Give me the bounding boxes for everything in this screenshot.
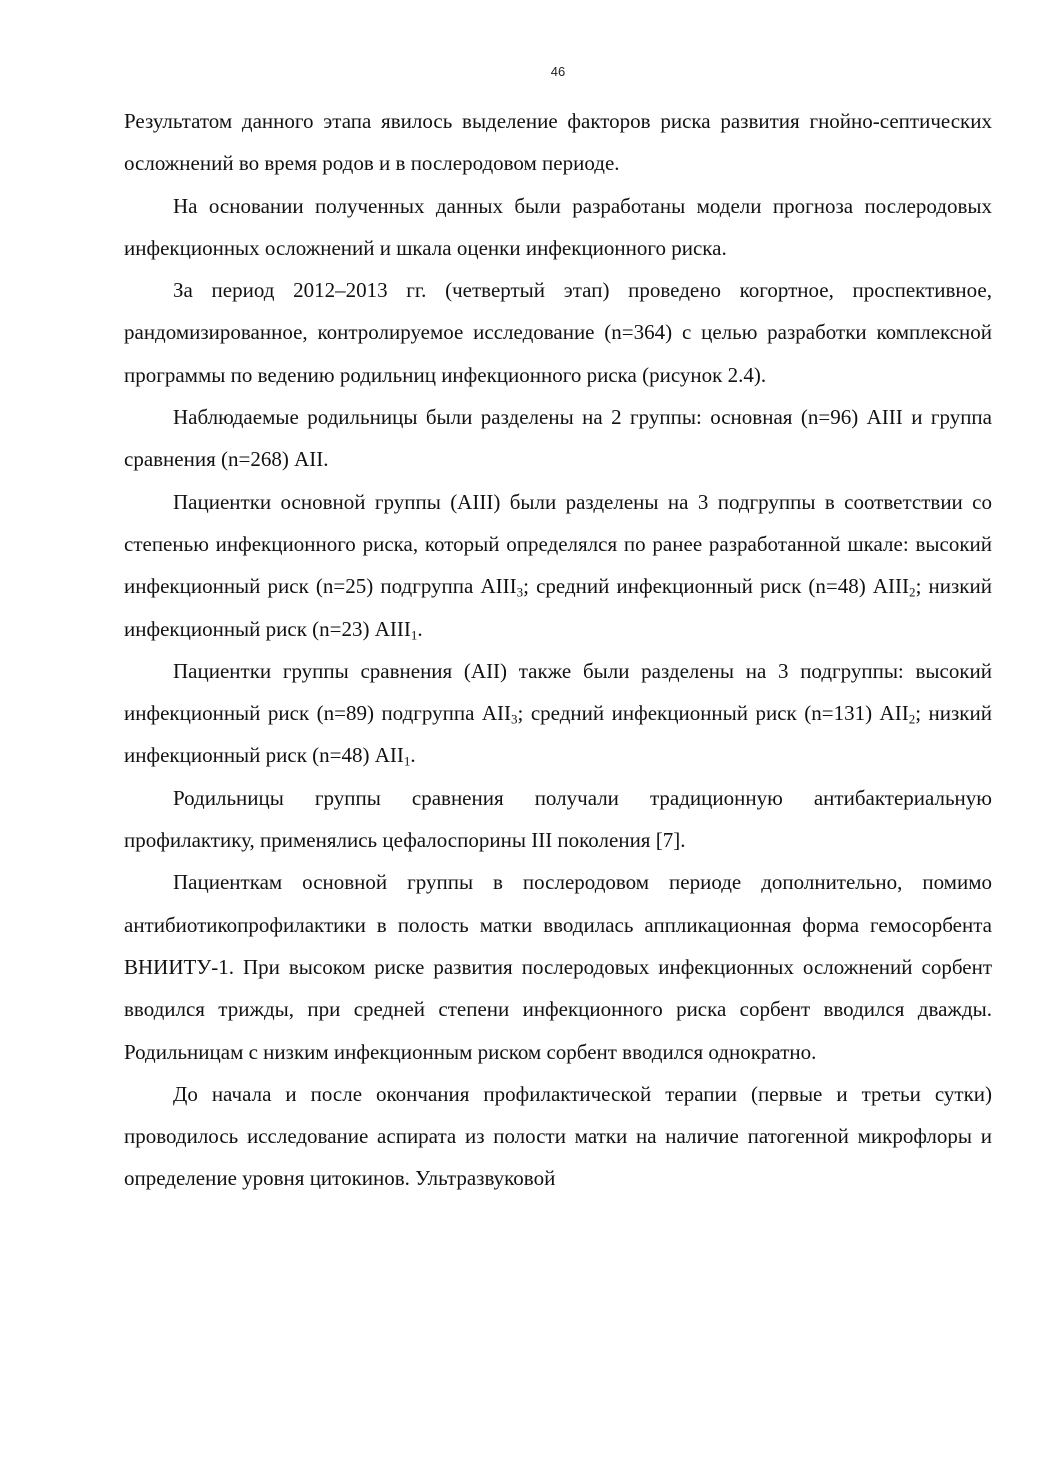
page-number: 46 — [550, 64, 566, 79]
paragraph-fourth-stage: За период 2012–2013 гг. (четвертый этап) проведено когортное, проспективное, рандомизированное, контролируемое исследование (n=364) с целью разработки комплексной программы по ведению родильниц инфекционного риска (рисунок 2.4). — [124, 278, 992, 387]
subscript: 1 — [410, 626, 418, 642]
subscript: 1 — [403, 753, 411, 769]
text-fragment: ; низкий инфекционный риск (n=48) АII — [124, 701, 992, 768]
text-fragment: Пациентки группы сравнения (АII) также были разделены на 3 подгруппы: высокий инфекционный риск (n=89) подгруппа АII — [124, 658, 992, 726]
text-fragment: Пациентки основной группы (АIII) были разделены на 3 подгруппы в соответствии со степенью инфекционного риска, который определялся по ранее разработанной шкале: высокий инфекционный риск (n=25) подгруппа АIII — [124, 489, 992, 599]
text-fragment: ; средний инфекционный риск (n=48) АIII — [523, 574, 910, 599]
text-fragment: . — [417, 616, 423, 641]
paragraph-aspirate-study: До начала и после окончания профилактической терапии (первые и третьи сутки) проводилось исследование аспирата из полости матки на наличие патогенной микрофлоры и определение уровня цитокинов. Ультразвуковой — [124, 1081, 992, 1191]
subscript: 2 — [908, 711, 916, 727]
text-fragment: . — [410, 743, 416, 768]
subscript: 3 — [516, 584, 524, 600]
paragraph-prognosis-models: На основании полученных данных были разработаны модели прогноза послеродовых инфекционных осложнений и шкала оценки инфекционного риска. — [124, 193, 992, 260]
paragraph-stage-result: Результатом данного этапа явилось выделение факторов риска развития гнойно-септических осложнений во время родов и в послеродовом периоде. — [124, 109, 992, 176]
subscript: 2 — [909, 584, 916, 600]
paragraph-comparison-group-subgroups — [124, 650, 992, 777]
text-fragment: ; средний инфекционный риск (n=131) АII — [517, 701, 909, 726]
paragraph-main-group-subgroups — [124, 481, 992, 650]
paragraph-groups: Наблюдаемые родильницы были разделены на 2 группы: основная (n=96) АIII и группа сравнения (n=268) АII. — [124, 405, 992, 472]
subscript: 3 — [511, 711, 518, 727]
document-body — [124, 100, 992, 1200]
paragraph-main-group-sorbent: Пациенткам основной группы в послеродовом периоде дополнительно, помимо антибиотикопрофилактики в полость матки вводилась аппликационная форма гемосорбента ВНИИТУ-1. При высоком риске развития послеродовых инфекционных осложнений сорбент вводился трижды, при средней степени инфекционного риска сорбент вводился дважды. Родильницам с низким инфекционным риском сорбент вводился однократно. — [124, 870, 992, 1064]
paragraph-comparison-prophylaxis: Родильницы группы сравнения получали традиционную антибактериальную профилактику, применялись цефалоспорины III поколения [7]. — [124, 785, 992, 853]
text-fragment: ; низкий инфекционный риск (n=23) АIII — [124, 574, 992, 641]
